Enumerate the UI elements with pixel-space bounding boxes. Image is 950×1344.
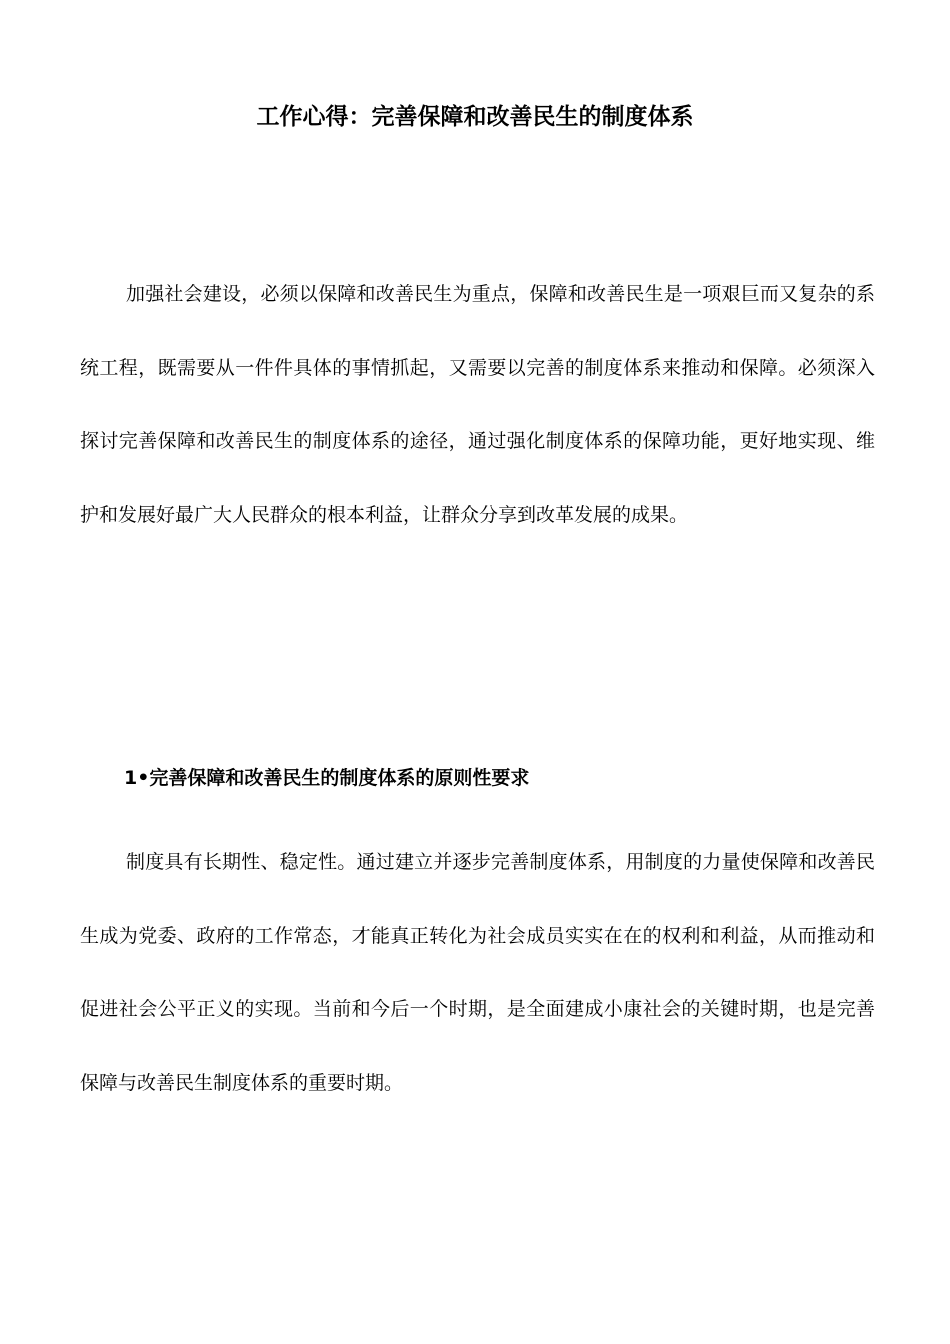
intro-paragraph: 加强社会建设，必须以保障和改善民生为重点，保障和改善民生是一项艰巨而又复杂的系统工程，既需要从一件件具体的事情抓起，又需要以完善的制度体系来推动和保障。必须深入探讨完善保障和改善民生的制度体系的途径，通过强化制度体系的保障功能，更好地实现、维护和发展好最广大人民群众的根本利益，让群众分享到改革发展的成果。 xyxy=(80,283,875,526)
section-1-heading: 1•完善保障和改善民生的制度体系的原则性要求 xyxy=(124,767,530,789)
section-1-paragraph: 制度具有长期性、稳定性。通过建立并逐步完善制度体系，用制度的力量使保障和改善民生成为党委、政府的工作常态，才能真正转化为社会成员实实在在的权利和利益，从而推动和促进社会公平正义的实现。当前和今后一个时期，是全面建成小康社会的关键时期，也是完善保障与改善民生制度体系的重要时期。 xyxy=(80,851,875,1094)
document-title: 工作心得：完善保障和改善民生的制度体系 xyxy=(256,104,694,130)
